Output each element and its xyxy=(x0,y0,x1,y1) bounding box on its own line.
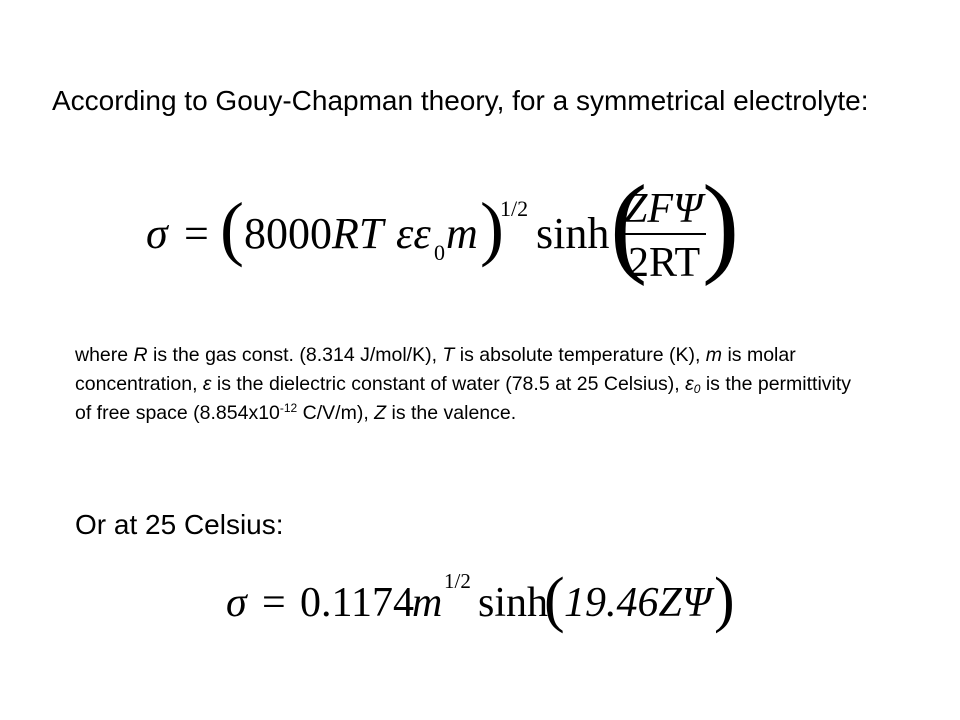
m-term-2: m xyxy=(412,580,443,626)
numerator: ZFΨ xyxy=(624,186,703,232)
epsilon-subscript: 0 xyxy=(434,240,445,265)
sigma-symbol-2: σ xyxy=(226,580,247,626)
denominator: 2RT xyxy=(628,240,701,286)
epsilon-term: εε xyxy=(396,209,431,258)
big-left-paren: ( xyxy=(610,168,648,287)
intro-text: According to Gouy-Chapman theory, for a symmetrical electrolyte: xyxy=(52,85,869,116)
variable-definitions: where R is the gas const. (8.314 J/mol/K), T is absolute temperature (K), m is molar concentration, ε is the dielectric constant of water (78.5 at 25 Celsius), $\varepsilon_0$ is the permittivity of free space ($8.854x10^{-12}$ C/V/m), Z is the valence. xyxy=(75,344,852,424)
gouy-chapman-equation-svg xyxy=(140,168,740,296)
coefficient-0-1174: 0.1174 xyxy=(300,580,414,626)
m-term: m xyxy=(446,209,478,258)
rt-term: RT xyxy=(332,209,384,258)
coefficient-8000: 8000 xyxy=(244,209,332,258)
sinh-function-2: sinh xyxy=(478,580,549,626)
sinh-function: sinh xyxy=(536,209,610,258)
right-paren: ) xyxy=(480,188,504,268)
gouy-chapman-equation xyxy=(140,168,740,296)
exponent-half: 1/2 xyxy=(500,196,529,221)
equals-sign-2: = xyxy=(262,580,286,626)
right-paren-2: ) xyxy=(714,566,735,634)
big-right-paren: ) xyxy=(702,168,740,287)
sigma-symbol: σ xyxy=(146,209,168,258)
sub-heading: Or at 25 Celsius: xyxy=(75,509,284,540)
argument: 19.46ZΨ xyxy=(564,580,712,626)
celsius-25-equation xyxy=(222,566,742,636)
left-paren-2: ( xyxy=(544,566,565,634)
celsius-25-equation-svg xyxy=(222,566,742,636)
exponent-half-2: 1/2 xyxy=(444,569,471,593)
equals-sign: = xyxy=(184,209,209,258)
left-paren: ( xyxy=(220,188,244,268)
